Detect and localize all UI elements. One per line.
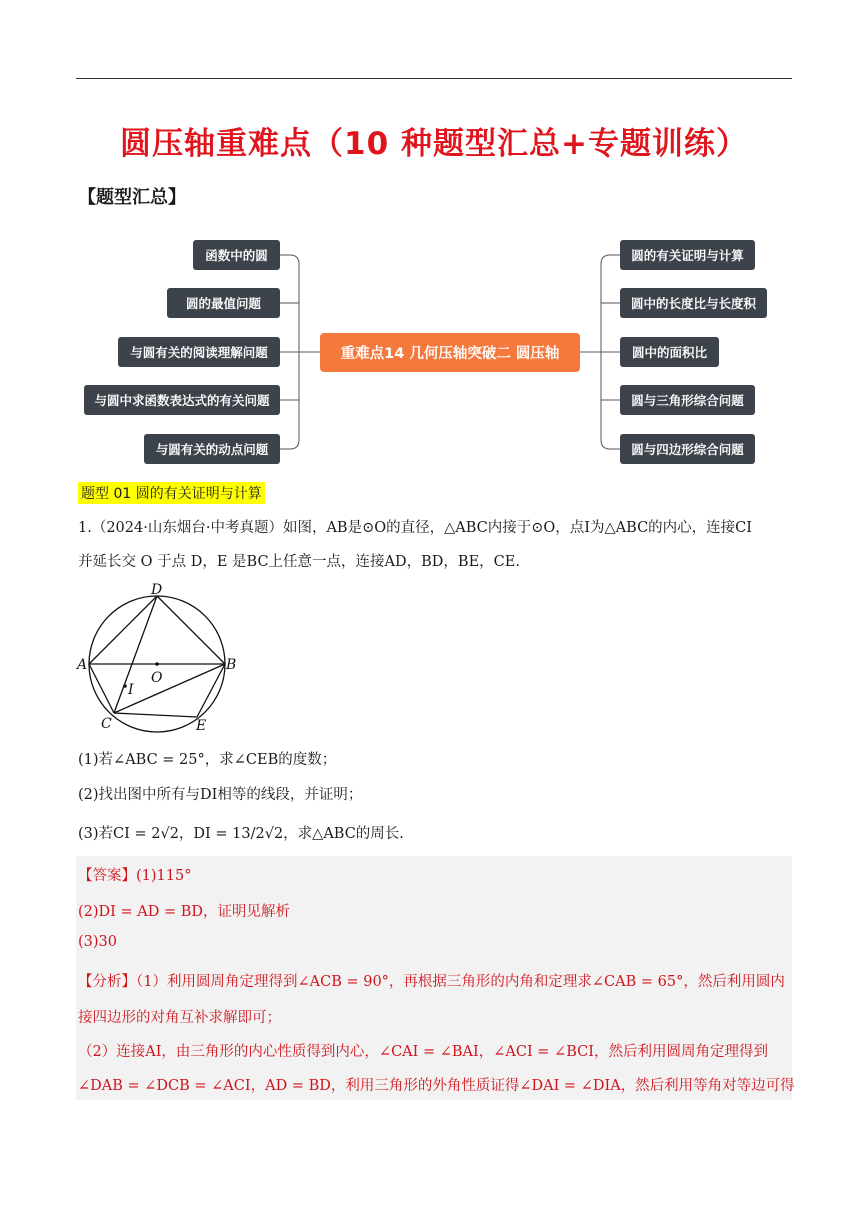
mindmap-right-node: 圆与三角形综合问题	[620, 385, 755, 415]
answer-1	[78, 864, 191, 885]
analysis-line	[78, 970, 785, 991]
mindmap-right-node: 圆中的长度比与长度积	[620, 288, 767, 318]
problem-text-line: 1.（2024·山东烟台·中考真题）如图，AB是⊙O的直径，△ABC内接于⊙O，点I为△ABC的内心，连接CI	[78, 520, 752, 536]
question-3: (3)若CI = 2√2，DI = 13/2√2，求△ABC的周长.	[78, 826, 404, 842]
figure-label-e: E	[196, 718, 207, 734]
question-2: (2)找出图中所有与DI相等的线段，并证明；	[78, 787, 363, 803]
problem-text-line: 并延长交 O 于点 D，E 是BC上任意一点，连接AD，BD，BE，CE.	[78, 554, 520, 570]
section-label: 【题型汇总】	[78, 187, 186, 208]
analysis-line: 接四边形的对角互补求解即可；	[78, 1010, 281, 1026]
answer-2: (2)DI = AD = BD，证明见解析	[78, 904, 291, 920]
mindmap-left-node: 与圆有关的动点问题	[144, 434, 280, 464]
problem-type-tag: 题型 01 圆的有关证明与计算	[78, 482, 265, 504]
analysis-line: （2）连接AI，由三角形的内心性质得到内心，∠CAI = ∠BAI，∠ACI = ∠BCI，然后利用圆周角定理得到	[78, 1044, 768, 1060]
document-title: 圆压轴重难点（10 种题型汇总+专题训练）	[120, 126, 748, 162]
geometry-figure	[74, 582, 244, 737]
mindmap-right-node: 圆的有关证明与计算	[620, 240, 755, 270]
analysis-line: ∠DAB = ∠DCB = ∠ACI，AD = BD，利用三角形的外角性质证得∠DAI = ∠DIA，然后利用等角对等边可得	[78, 1078, 795, 1094]
figure-label-b: B	[226, 657, 237, 673]
mindmap-left-node: 圆的最值问题	[167, 288, 280, 318]
mindmap-left-node: 与圆中求函数表达式的有关问题	[84, 385, 280, 415]
analysis-label: 【分析】	[78, 974, 136, 990]
answer-1-text: (1)115°	[136, 868, 192, 884]
figure-label-i: I	[128, 682, 134, 698]
mindmap-right-node: 圆中的面积比	[620, 337, 719, 367]
mindmap-left-node: 函数中的圆	[193, 240, 280, 270]
mindmap-center-node: 重难点14 几何压轴突破二 圆压轴	[320, 333, 580, 372]
figure-label-c: C	[101, 716, 112, 732]
mindmap-left-node: 与圆有关的阅读理解问题	[118, 337, 280, 367]
figure-label-o: O	[151, 670, 163, 686]
analysis-text: （1）利用圆周角定理得到∠ACB = 90°，再根据三角形的内角和定理求∠CAB = 65°，然后利用圆内	[136, 974, 785, 990]
mindmap-right-node: 圆与四边形综合问题	[620, 434, 755, 464]
figure-label-d: D	[151, 582, 163, 598]
question-1: (1)若∠ABC = 25°，求∠CEB的度数；	[78, 752, 337, 768]
figure-label-a: A	[77, 657, 88, 673]
answer-3: (3)30	[78, 934, 117, 950]
answer-label: 【答案】	[78, 868, 136, 884]
